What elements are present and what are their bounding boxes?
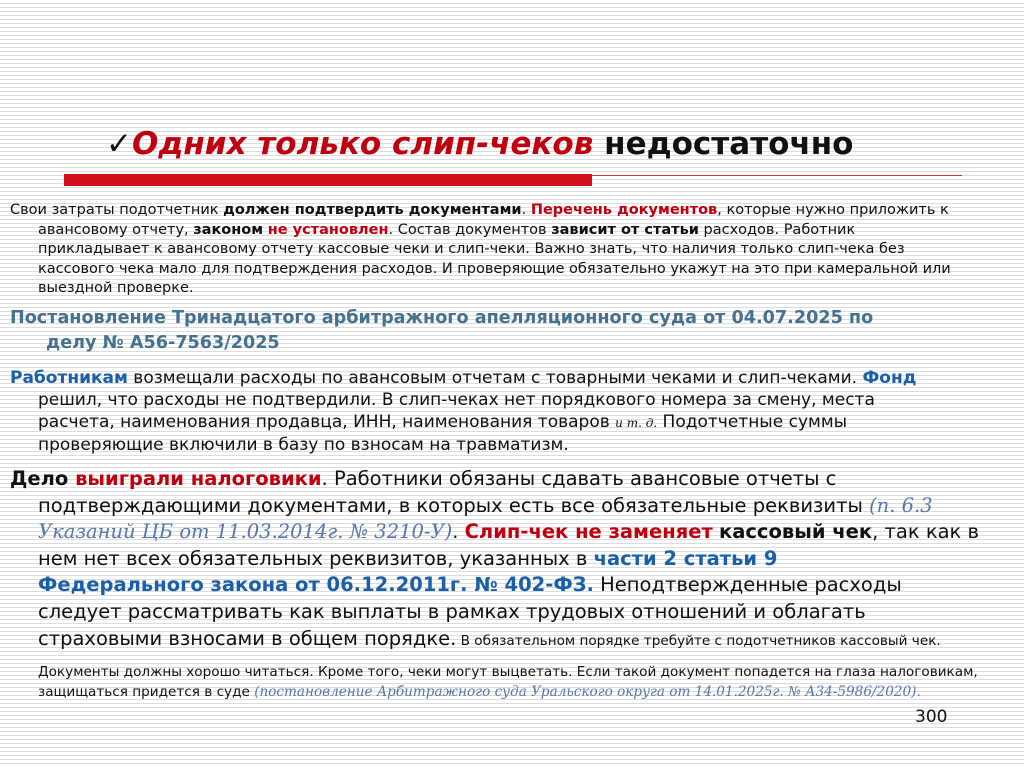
text-run: , которые нужно приложить к [717,202,949,218]
closing-line [38,682,1024,702]
text-run: . Работники обязаны сдавать авансовые отчеты с [321,467,837,490]
text-run: Указаний ЦБ от 11.03.2014г. № 3210-У) [38,520,453,544]
slide-title [106,118,986,170]
ruling-line: делу № А56-7563/2025 [46,333,280,353]
case-paragraph [10,367,1012,456]
text-run: части 2 статьи 9 [593,546,778,570]
text-run: не установлен [267,221,389,238]
text-run: защищаться придется в суде [38,684,255,700]
text-run: выиграли налоговики [75,467,322,490]
intro-line [10,240,1012,260]
outcome-paragraph [10,466,1012,654]
case-line [10,367,1012,389]
outcome-line [10,519,1012,546]
text-run: кассового чека мало для подтверждения расходов. И проверяющие обязательно укажут на это при камеральной или [38,260,951,277]
title-underline-bar [64,174,592,186]
text-run: Работникам [10,368,128,388]
text-run: Перечень документов [530,202,718,218]
closing-paragraph [10,662,1024,702]
intro-line [10,260,1012,280]
case-line [10,389,1012,411]
outcome-line [10,599,1012,626]
text-run: В обязательном порядке требуйте с подотчетников кассовый чек. [456,632,941,649]
text-run: проверяющие включили в базу по взносам на травматизм. [38,435,569,455]
case-line [10,411,1012,434]
text-run: , так как в [872,520,980,544]
closing-line [38,662,1024,682]
outcome-line [10,626,1012,655]
text-run: Документы должны хорошо читаться. Кроме того, чеки могут выцветать. Если такой документ попадется на глаза налоговикам, [38,664,978,680]
text-run: (постановление Арбитражного суда Уральского округа от 14.01.2025г. № А34-5986/2020). [254,684,921,700]
text-run: Дело [10,467,76,490]
text-run: страховыми взносами в общем порядке. [38,626,457,650]
text-run: нем нет всех обязательных реквизитов, указанных в [38,546,594,570]
ruling-reference [10,306,1012,356]
outcome-line [10,572,1012,599]
text-run: авансовому отчету, [38,221,194,238]
text-run: и т. д. [615,416,658,430]
intro-paragraph [10,201,1012,299]
title-underline-rule [592,175,962,176]
text-run: . [452,520,465,544]
text-run: расходов. Работник [698,221,856,238]
text-run: Неподтвержденные расходы [593,573,902,597]
outcome-line [10,493,1012,520]
text-run: подтверждающими документами, в которых есть все обязательные реквизиты [38,493,870,517]
text-run: прикладывает к авансовому отчету кассовые чеки и слип-чеки. Важно знать, что наличия только слип-чека без [38,241,905,257]
title-rest: недостаточно [593,126,854,162]
text-run: законом [193,221,264,238]
text-run: . [521,202,531,218]
text-run: следует рассматривать как выплаты в рамках трудовых отношений и облагать [38,599,866,623]
checkmark-icon: ✓ [106,126,132,162]
text-run: расчета, наименования продавца, ИНН, наименования товаров [38,412,616,432]
text-run: (п. 6.3 [869,493,933,517]
intro-line [10,201,1012,221]
text-run: решил, что расходы не подтвердили. В слип-чеках нет порядкового номера за смену, места [38,390,875,410]
text-run: Слип-чек не заменяет [464,520,713,544]
text-run: выездной проверке. [38,280,194,296]
text-run: Фонд [862,368,917,388]
intro-line [10,279,1012,299]
text-run: Подотчетные суммы [657,412,848,432]
page-number: 300 [915,707,948,727]
text-run: кассовый чек [718,520,873,544]
intro-line [10,221,1012,241]
ruling-line: Постановление Тринадцатого арбитражного апелляционного суда от 04.07.2025 по [10,308,874,328]
text-run: зависит от статьи [551,221,699,238]
text-run: . Состав документов [388,221,552,238]
case-line [10,434,1012,456]
outcome-line [10,546,1012,573]
outcome-line [10,466,1012,493]
text-run: возмещали расходы по авансовым отчетам с товарными чеками и слип-чеками. [127,368,863,388]
title-accent: Одних только слип-чеков [131,126,594,162]
text-run: Свои затраты подотчетник [10,202,224,218]
text-run: должен подтвердить документами [223,202,522,218]
text-run: Федерального закона от 06.12.2011г. № 402-ФЗ. [38,573,594,597]
